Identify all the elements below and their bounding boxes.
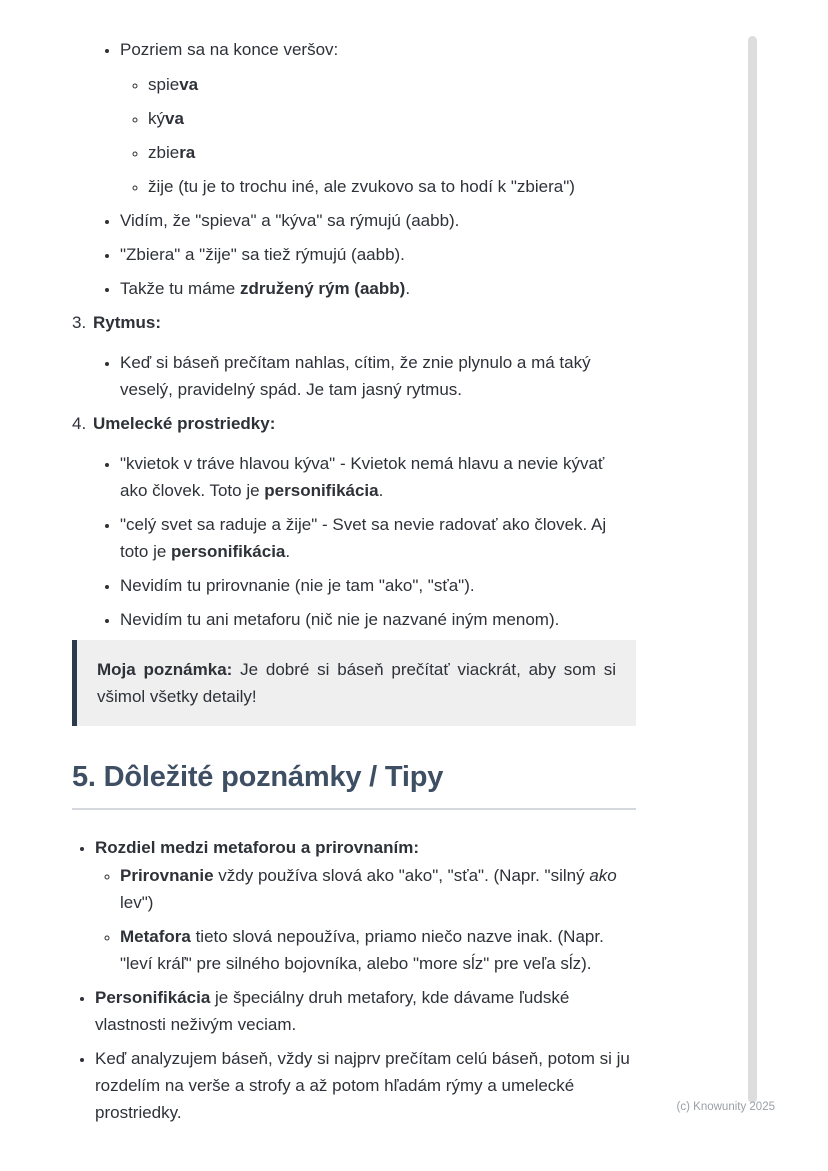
italic-run: ako: [589, 866, 617, 885]
section-divider: [72, 808, 636, 810]
item-number: 4.: [72, 414, 87, 433]
list-item-text: [120, 275, 636, 302]
list-item: [120, 241, 636, 268]
list-item: [148, 105, 636, 132]
text-run: "kvietok v tráve hlavou kýva" - Kvietok nemá hlavu a nevie kývať ako človek. Toto je: [120, 454, 605, 500]
list-item-text: [95, 1045, 636, 1126]
numbered-item-title: [72, 309, 636, 336]
list-item-text: [120, 511, 636, 565]
list-item-text: [120, 606, 636, 633]
rhyme-analysis-list: [72, 36, 636, 302]
copyright-footer: (c) Knowunity 2025: [676, 1101, 775, 1113]
numbered-item-umelecke-prostriedky: [72, 410, 636, 633]
note-callout-text: [97, 656, 616, 710]
list-item-text: [120, 207, 636, 234]
text-run: "Zbiera" a "žije" sa tiež rýmujú (aabb).: [120, 245, 405, 264]
list-item-text: [120, 572, 636, 599]
tip-sublist: [95, 862, 636, 977]
rytmus-bullet-list: [72, 349, 636, 403]
text-run: Takže tu máme: [120, 279, 240, 298]
note-callout: [72, 640, 636, 726]
text-run: žije (tu je to trochu iné, ale zvukovo sa to hodí k "zbiera"): [148, 177, 575, 196]
list-item: [120, 511, 636, 565]
list-item: [95, 834, 636, 977]
item-number: 3.: [72, 313, 87, 332]
numbered-item-rytmus: [72, 309, 636, 403]
verse-ending: [148, 71, 636, 98]
verse-ending: [148, 173, 636, 200]
bold-run: personifikácia: [171, 542, 286, 561]
item-title: Umelecké prostriedky:: [93, 414, 276, 433]
list-item: [120, 606, 636, 633]
list-item: [148, 173, 636, 200]
text-run: .: [405, 279, 411, 298]
list-item: [120, 572, 636, 599]
list-item: [148, 139, 636, 166]
verse-endings-sublist: [120, 71, 636, 200]
bold-run: Metafora: [120, 927, 191, 946]
scrollbar-thumb[interactable]: [748, 36, 757, 1103]
text-run: .: [378, 481, 384, 500]
list-item-text: [120, 450, 636, 504]
text-run: je špeciálny druh metafory, kde dávame ľudské vlastnosti neživým veciam.: [95, 988, 570, 1034]
text-run: Nevidím tu ani metaforu (nič nie je nazvané iným menom).: [120, 610, 560, 629]
list-item: [120, 349, 636, 403]
verse-ending: [148, 105, 636, 132]
bold-run: personifikácia: [264, 481, 379, 500]
list-item: [120, 862, 636, 916]
section-heading: 5. Dôležité poznámky / Tipy: [72, 761, 444, 793]
list-item: [120, 207, 636, 234]
text-run: lev"): [120, 893, 154, 912]
list-item: [120, 450, 636, 504]
list-item-text: [95, 984, 636, 1038]
list-item: [95, 984, 636, 1038]
bold-run: Prirovnanie: [120, 866, 214, 885]
item-title: Rytmus:: [93, 313, 162, 332]
tips-list: [72, 834, 636, 1126]
list-item: [120, 923, 636, 977]
text-run: Nevidím tu prirovnanie (nie je tam "ako", "sťa").: [120, 576, 475, 595]
bold-run: Rozdiel medzi metaforou a prirovnaním:: [95, 838, 419, 857]
numbered-item-title: [72, 410, 636, 437]
bold-run: va: [179, 75, 199, 94]
text-run: vždy používa slová ako "ako", "sťa". (Napr. "silný: [213, 866, 590, 885]
text-run: spie: [148, 75, 180, 94]
list-item-text: [120, 862, 636, 916]
text-run: "celý svet sa raduje a žije" - Svet sa nevie radovať ako človek. Aj toto je: [120, 515, 607, 561]
list-item: [120, 275, 636, 302]
text-run: Pozriem sa na konce veršov:: [120, 40, 339, 59]
text-run: tieto slová nepoužíva, priamo niečo nazve inak. (Napr. "leví kráľ" pre silného bojovníka, alebo "more sĺz" pre veľa sĺz).: [120, 927, 604, 973]
bold-run: ra: [179, 143, 196, 162]
bold-run: Personifikácia: [95, 988, 211, 1007]
umelecke-bullet-list: [72, 450, 636, 633]
list-item-text: [120, 923, 636, 977]
text-run: Je dobré si báseň prečítať viackrát, aby som si všimol všetky detaily!: [97, 660, 616, 706]
text-run: Vidím, že "spieva" a "kýva" sa rýmujú (aabb).: [120, 211, 460, 230]
list-item: [120, 36, 636, 200]
bold-run: združený rým (aabb): [240, 279, 406, 298]
list-item: [95, 1045, 636, 1126]
bold-run: va: [165, 109, 184, 128]
list-item-text: [120, 241, 636, 268]
list-item: [148, 71, 636, 98]
list-item-text: [95, 834, 636, 861]
text-run: ký: [148, 109, 165, 128]
document-content: [72, 36, 636, 1133]
text-run: .: [285, 542, 291, 561]
text-run: Keď analyzujem báseň, vždy si najprv prečítam celú báseň, potom si ju rozdelím na verše a strofy a až potom hľadám rýmy a umelecké prostriedky.: [95, 1049, 630, 1122]
list-item-text: [120, 349, 636, 403]
text-run: zbie: [148, 143, 180, 162]
note-label: Moja poznámka:: [97, 660, 233, 679]
text-run: Keď si báseň prečítam nahlas, cítim, že znie plynulo a má taký veselý, pravidelný spád. Je tam jasný rytmus.: [120, 353, 591, 399]
list-item-text: [120, 36, 636, 63]
verse-ending: [148, 139, 636, 166]
